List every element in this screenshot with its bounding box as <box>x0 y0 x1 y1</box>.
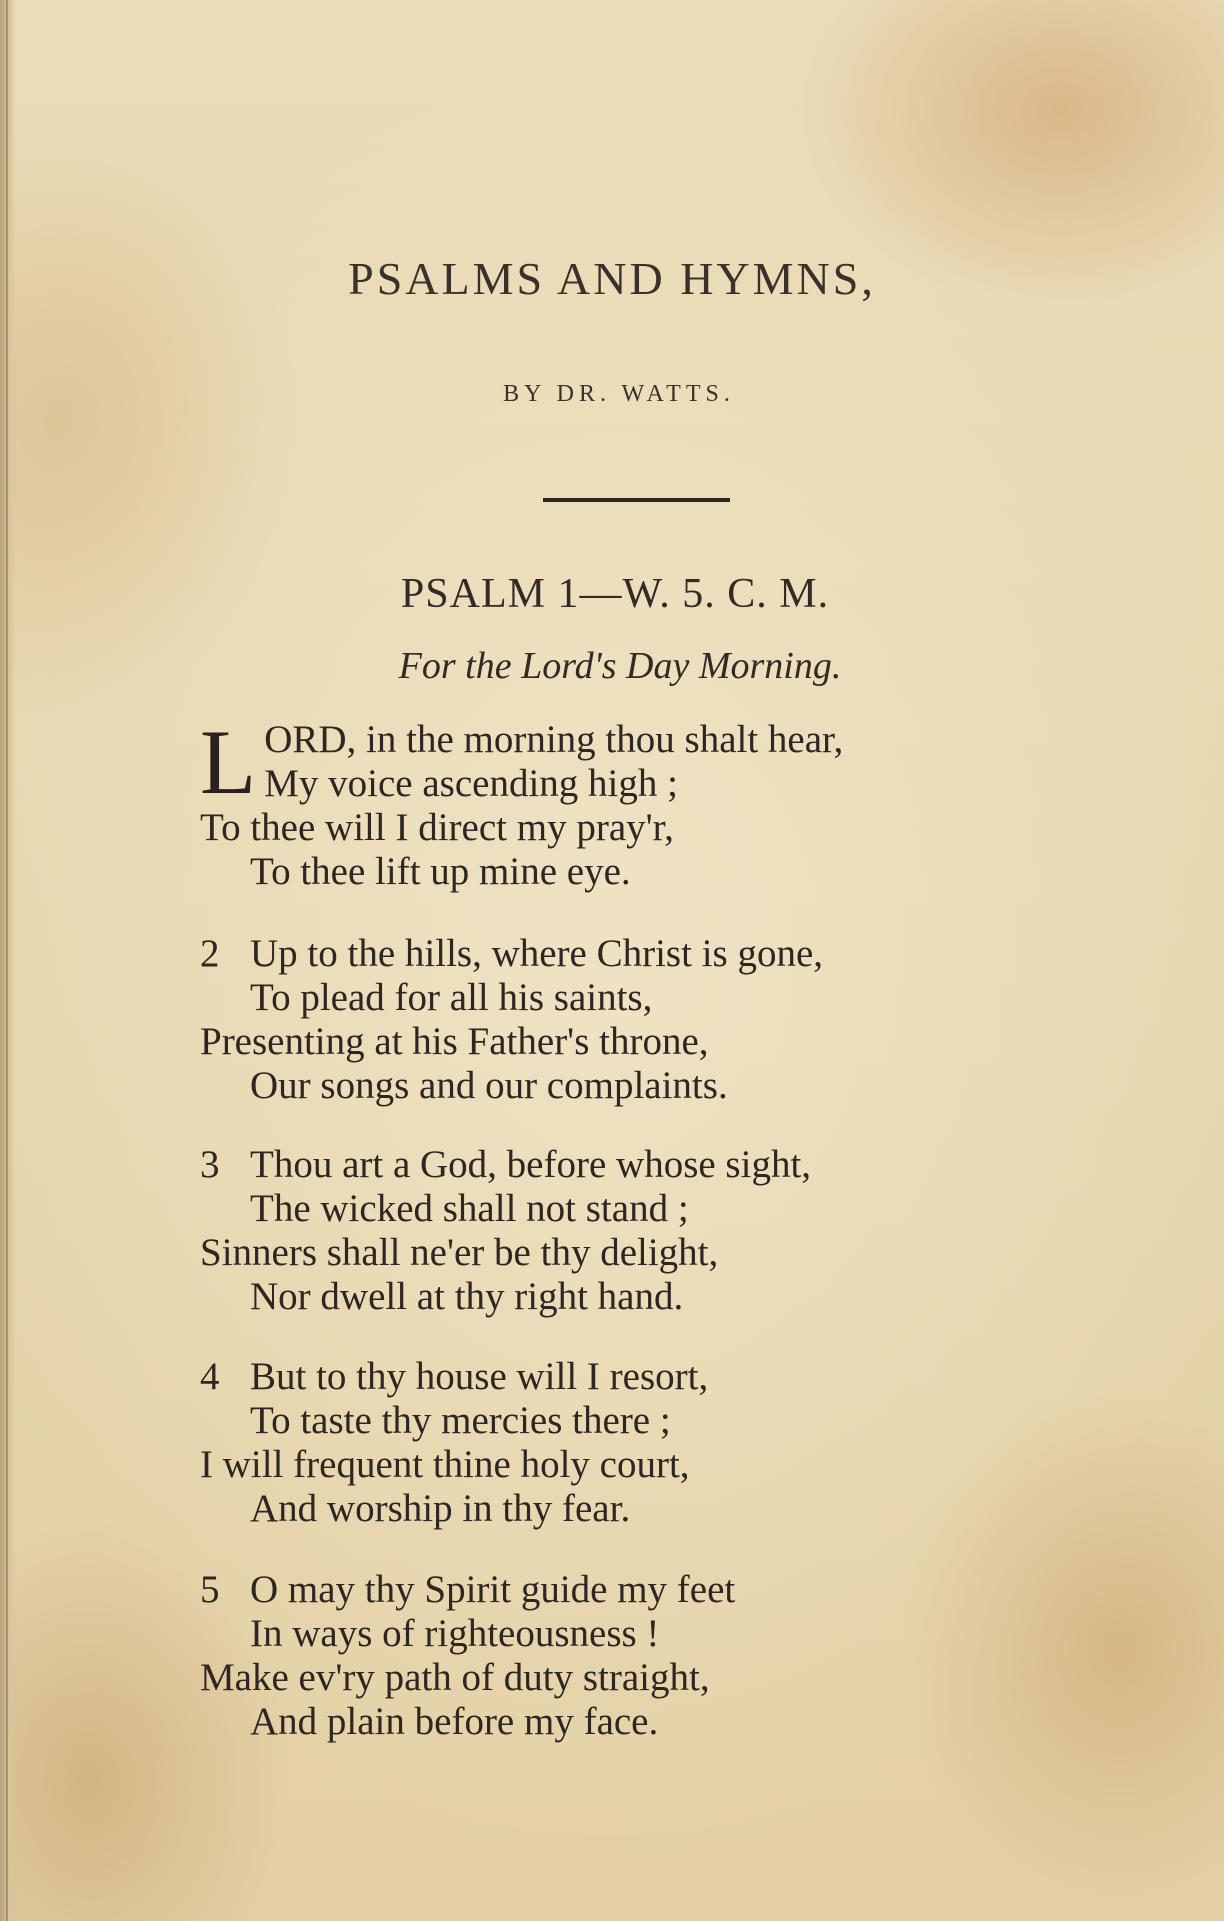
stanza-line: To taste thy mercies there ; <box>250 1399 671 1442</box>
section-divider <box>543 498 730 502</box>
stanza-line: Our songs and our complaints. <box>250 1064 728 1107</box>
stanza-line: Presenting at his Father's throne, <box>200 1020 709 1063</box>
stanza-line: The wicked shall not stand ; <box>250 1187 689 1230</box>
stanza-line: And worship in thy fear. <box>250 1487 631 1530</box>
stanza-5 <box>200 1568 735 1744</box>
stanza-line: My voice ascending high ; <box>264 762 678 805</box>
stanza-line: But to thy house will I resort, <box>250 1355 709 1398</box>
stanza-number: 4 <box>200 1355 220 1398</box>
stanza-line: To thee lift up mine eye. <box>250 850 631 893</box>
stanza-line: ORD, in the morning thou shalt hear, <box>264 718 844 761</box>
stanza-line: Up to the hills, where Christ is gone, <box>250 932 824 975</box>
stanza-3 <box>200 1143 811 1319</box>
stanza-line: To plead for all his saints, <box>250 976 653 1019</box>
stanza-line: To thee will I direct my pray'r, <box>200 806 674 849</box>
stanza-number: 5 <box>200 1568 220 1611</box>
drop-cap-letter: L <box>200 711 257 813</box>
stanza-4 <box>200 1355 708 1531</box>
book-title: PSALMS AND HYMNS, <box>348 253 876 304</box>
stanza-line: Nor dwell at thy right hand. <box>250 1275 684 1318</box>
stanza-line: I will frequent thine holy court, <box>200 1443 690 1486</box>
stanza-line: Make ev'ry path of duty straight, <box>200 1656 710 1699</box>
stanza-line: O may thy Spirit guide my feet <box>250 1568 736 1611</box>
stanza-1 <box>200 711 844 894</box>
stanza-number: 2 <box>200 932 220 975</box>
stanza-line: And plain before my face. <box>250 1700 659 1743</box>
psalm-subtitle: For the Lord's Day Morning. <box>398 645 842 687</box>
stanza-2 <box>200 932 823 1108</box>
author-byline: BY DR. WATTS. <box>503 381 735 407</box>
stanza-line: Thou art a God, before whose sight, <box>250 1143 812 1186</box>
stanza-line: Sinners shall ne'er be thy delight, <box>200 1231 719 1274</box>
psalm-heading: PSALM 1—W. 5. C. M. <box>400 571 830 617</box>
stanza-number: 3 <box>200 1143 220 1186</box>
stanza-line: In ways of righteousness ! <box>250 1612 660 1655</box>
